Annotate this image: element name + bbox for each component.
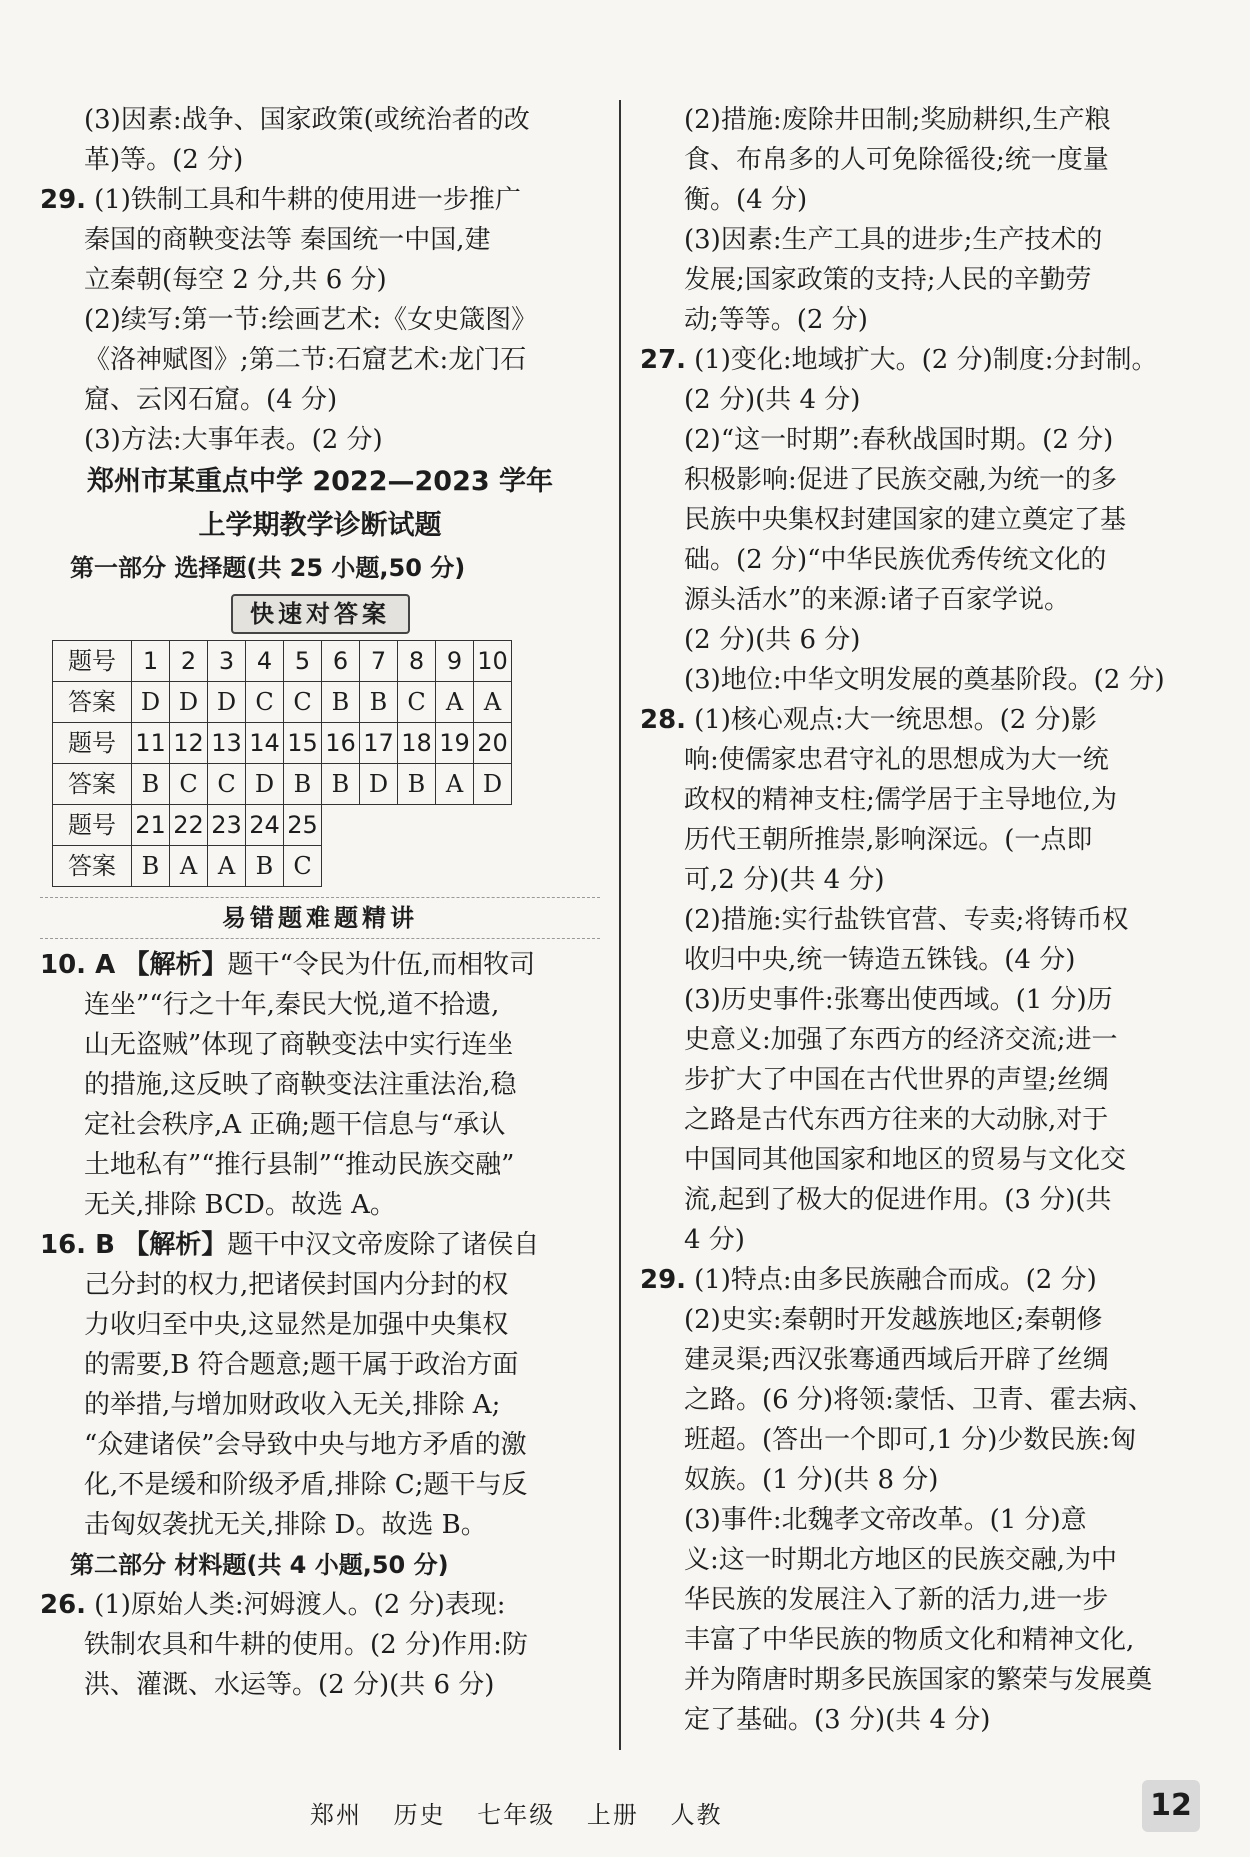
right-column bbox=[640, 100, 1205, 1740]
table-row bbox=[53, 641, 512, 682]
text-line: (2 分)(共 4 分) bbox=[684, 385, 861, 415]
table-cell: 22 bbox=[170, 805, 208, 846]
text-line: 连坐”“行之十年,秦民大悦,道不拾遗, bbox=[84, 990, 500, 1020]
text-line: (1)特点:由多民族融合而成。(2 分) bbox=[694, 1265, 1097, 1295]
table-cell: C bbox=[284, 682, 322, 723]
table-cell: 15 bbox=[284, 723, 322, 764]
table-cell: 7 bbox=[360, 641, 398, 682]
footer-city: 郑州 bbox=[310, 1801, 362, 1829]
row-header-answer: 答案 bbox=[53, 846, 132, 887]
table-cell: B bbox=[132, 764, 170, 805]
table-cell: C bbox=[170, 764, 208, 805]
question-number: 27. bbox=[640, 345, 687, 375]
table-cell: D bbox=[208, 682, 246, 723]
text-line: (2)史实:秦朝时开发越族地区;秦朝修 bbox=[684, 1305, 1103, 1335]
text-line: 响:使儒家忠君守礼的思想成为大一统 bbox=[684, 745, 1109, 775]
table-empty-cell bbox=[322, 805, 512, 846]
text-line: 动;等等。(2 分) bbox=[684, 305, 868, 335]
text-line: 史意义:加强了东西方的经济交流;进一 bbox=[684, 1025, 1118, 1055]
table-cell: 9 bbox=[436, 641, 474, 682]
text-line: 击匈奴袭扰无关,排除 D。故选 B。 bbox=[84, 1510, 487, 1540]
difficult-questions-banner: 易错题难题精讲 bbox=[40, 897, 600, 939]
text-line: 己分封的权力,把诸侯封国内分封的权 bbox=[84, 1270, 509, 1300]
text-line: 中国同其他国家和地区的贸易与文化交 bbox=[684, 1145, 1127, 1175]
table-cell: C bbox=[208, 764, 246, 805]
answer-10-explanation bbox=[40, 945, 600, 985]
text-line: 础。(2 分)“中华民族优秀传统文化的 bbox=[684, 545, 1107, 575]
table-row bbox=[53, 682, 512, 723]
table-cell: 23 bbox=[208, 805, 246, 846]
table-cell: A bbox=[170, 846, 208, 887]
footer-edition: 人教 bbox=[670, 1801, 723, 1829]
table-cell: 4 bbox=[246, 641, 284, 682]
text-line: 之路是古代东西方往来的大动脉,对于 bbox=[684, 1105, 1109, 1135]
table-cell: D bbox=[474, 764, 512, 805]
text-line: 政权的精神支柱;儒学居于主导地位,为 bbox=[684, 785, 1118, 815]
text-line: “众建诸侯”会导致中央与地方矛盾的激 bbox=[84, 1430, 527, 1460]
table-cell: A bbox=[436, 764, 474, 805]
table-cell: A bbox=[474, 682, 512, 723]
text-line: (3)因素:生产工具的进步;生产技术的 bbox=[684, 225, 1103, 255]
text-line: 题干“令民为什伍,而相牧司 bbox=[227, 950, 536, 980]
question-number: 26. bbox=[40, 1590, 87, 1620]
column-divider bbox=[619, 100, 621, 1750]
table-cell: D bbox=[246, 764, 284, 805]
text-line: 流,起到了极大的促进作用。(3 分)(共 bbox=[684, 1185, 1112, 1215]
text-line: 化,不是缓和阶级矛盾,排除 C;题干与反 bbox=[84, 1470, 528, 1500]
table-cell: 18 bbox=[398, 723, 436, 764]
text-line: (2)措施:实行盐铁官营、专卖;将铸币权 bbox=[684, 905, 1129, 935]
text-line: 立秦朝(每空 2 分,共 6 分) bbox=[84, 265, 387, 295]
table-cell: 8 bbox=[398, 641, 436, 682]
text-line: 收归中央,统一铸造五铢钱。(4 分) bbox=[684, 945, 1076, 975]
text-line: (2)措施:废除井田制;奖励耕织,生产粮 bbox=[684, 105, 1111, 135]
table-row bbox=[53, 805, 512, 846]
left-column bbox=[40, 100, 600, 1705]
text-line: 班超。(答出一个即可,1 分)少数民族:匈 bbox=[684, 1425, 1137, 1455]
table-cell: 6 bbox=[322, 641, 360, 682]
text-line: 的需要,B 符合题意;题干属于政治方面 bbox=[84, 1350, 519, 1380]
text-line: 革)等。(2 分) bbox=[84, 145, 244, 175]
text-line: (2)“这一时期”:春秋战国时期。(2 分) bbox=[684, 425, 1114, 455]
text-line: 铁制农具和牛耕的使用。(2 分)作用:防 bbox=[84, 1630, 528, 1660]
table-cell: 17 bbox=[360, 723, 398, 764]
table-cell: D bbox=[170, 682, 208, 723]
text-line: (1)原始人类:河姆渡人。(2 分)表现: bbox=[94, 1590, 506, 1620]
text-line: 窟、云冈石窟。(4 分) bbox=[84, 385, 338, 415]
table-cell: A bbox=[436, 682, 474, 723]
text-line: 华民族的发展注入了新的活力,进一步 bbox=[684, 1585, 1109, 1615]
page-number: 12 bbox=[1142, 1780, 1200, 1832]
text-line: (3)事件:北魏孝文帝改革。(1 分)意 bbox=[684, 1505, 1087, 1535]
question-29-answer bbox=[40, 180, 600, 220]
row-header-number: 题号 bbox=[53, 805, 132, 846]
text-line: 历代王朝所推崇,影响深远。(一点即 bbox=[684, 825, 1093, 855]
text-line: 丰富了中华民族的物质文化和精神文化, bbox=[684, 1625, 1135, 1655]
text-line: 之路。(6 分)将领:蒙恬、卫青、霍去病、 bbox=[684, 1385, 1154, 1415]
part-one-heading: 第一部分 选择题(共 25 小题,50 分) bbox=[70, 554, 466, 582]
table-cell: B bbox=[132, 846, 170, 887]
question-28-answer bbox=[640, 700, 1205, 740]
text-line: 的举措,与增加财政收入无关,排除 A; bbox=[84, 1390, 501, 1420]
table-cell: C bbox=[246, 682, 284, 723]
table-row bbox=[53, 846, 512, 887]
text-line: 秦国的商鞅变法等 秦国统一中国,建 bbox=[84, 225, 491, 255]
exam-subtitle: 上学期教学诊断试题 bbox=[198, 510, 442, 541]
table-cell: 12 bbox=[170, 723, 208, 764]
question-number: 29. bbox=[40, 185, 87, 215]
text-line: 建灵渠;西汉张骞通西域后开辟了丝绸 bbox=[684, 1345, 1109, 1375]
table-cell: 16 bbox=[322, 723, 360, 764]
text-line: 积极影响:促进了民族交融,为统一的多 bbox=[684, 465, 1118, 495]
text-line: (1)铁制工具和牛耕的使用进一步推广 bbox=[94, 185, 521, 215]
quick-answer-banner: 快速对答案 bbox=[231, 594, 410, 634]
text-line: 题干中汉文帝废除了诸侯自 bbox=[227, 1230, 540, 1260]
table-cell: A bbox=[208, 846, 246, 887]
table-cell: B bbox=[360, 682, 398, 723]
table-cell: 21 bbox=[132, 805, 170, 846]
text-line: 的措施,这反映了商鞅变法注重法治,稳 bbox=[84, 1070, 517, 1100]
analysis-tag: 【解析】 bbox=[123, 950, 228, 980]
footer-grade: 七年级 bbox=[477, 1801, 556, 1829]
footer-subject: 历史 bbox=[393, 1801, 446, 1829]
question-27-answer bbox=[640, 340, 1205, 380]
text-line: (2)续写:第一节:绘画艺术:《女史箴图》 bbox=[84, 305, 538, 335]
table-cell: 14 bbox=[246, 723, 284, 764]
text-line: (2 分)(共 6 分) bbox=[684, 625, 861, 655]
text-line: 步扩大了中国在古代世界的声望;丝绸 bbox=[684, 1065, 1109, 1095]
table-cell: 10 bbox=[474, 641, 512, 682]
table-cell: B bbox=[322, 764, 360, 805]
text-line: (3)方法:大事年表。(2 分) bbox=[84, 425, 383, 455]
table-cell: 19 bbox=[436, 723, 474, 764]
table-cell: 24 bbox=[246, 805, 284, 846]
table-cell: 2 bbox=[170, 641, 208, 682]
part-two-heading: 第二部分 材料题(共 4 小题,50 分) bbox=[70, 1551, 449, 1579]
footer-volume: 上册 bbox=[586, 1801, 639, 1829]
exam-title: 郑州市某重点中学 2022—2023 学年 bbox=[86, 466, 554, 497]
table-cell: 25 bbox=[284, 805, 322, 846]
row-header-number: 题号 bbox=[53, 641, 132, 682]
text-line: 食、布帛多的人可免除徭役;统一度量 bbox=[684, 145, 1109, 175]
text-line: 土地私有”“推行县制”“推动民族交融” bbox=[84, 1150, 515, 1180]
row-header-number: 题号 bbox=[53, 723, 132, 764]
table-cell: 20 bbox=[474, 723, 512, 764]
text-line: (3)因素:战争、国家政策(或统治者的改 bbox=[84, 105, 530, 135]
table-empty-cell bbox=[322, 846, 512, 887]
text-line: 山无盗贼”体现了商鞅变法中实行连坐 bbox=[84, 1030, 514, 1060]
text-line: 并为隋唐时期多民族国家的繁荣与发展奠 bbox=[684, 1665, 1153, 1695]
answer-number: 10. A bbox=[40, 950, 116, 980]
table-cell: D bbox=[360, 764, 398, 805]
table-row bbox=[53, 723, 512, 764]
text-line: 《洛神赋图》;第二节:石窟艺术:龙门石 bbox=[84, 345, 527, 375]
text-line: 4 分) bbox=[684, 1225, 745, 1255]
text-line: 定了基础。(3 分)(共 4 分) bbox=[684, 1705, 991, 1735]
text-line: 无关,排除 BCD。故选 A。 bbox=[84, 1190, 396, 1220]
table-cell: B bbox=[284, 764, 322, 805]
answer-16-explanation bbox=[40, 1225, 600, 1265]
text-line: (3)历史事件:张骞出使西域。(1 分)历 bbox=[684, 985, 1113, 1015]
text-line: 力收归至中央,这显然是加强中央集权 bbox=[84, 1310, 509, 1340]
text-line: 义:这一时期北方地区的民族交融,为中 bbox=[684, 1545, 1118, 1575]
text-line: (1)核心观点:大一统思想。(2 分)影 bbox=[694, 705, 1097, 735]
text-line: (1)变化:地域扩大。(2 分)制度:分封制。 bbox=[694, 345, 1158, 375]
answer-number: 16. B bbox=[40, 1230, 115, 1260]
table-cell: 11 bbox=[132, 723, 170, 764]
table-cell: 13 bbox=[208, 723, 246, 764]
row-header-answer: 答案 bbox=[53, 682, 132, 723]
text-line: (3)地位:中华文明发展的奠基阶段。(2 分) bbox=[684, 665, 1165, 695]
text-line: 洪、灌溉、水运等。(2 分)(共 6 分) bbox=[84, 1670, 495, 1700]
text-line: 定社会秩序,A 正确;题干信息与“承认 bbox=[84, 1110, 506, 1140]
table-cell: C bbox=[284, 846, 322, 887]
table-cell: B bbox=[246, 846, 284, 887]
text-line: 可,2 分)(共 4 分) bbox=[684, 865, 885, 895]
question-number: 28. bbox=[640, 705, 687, 735]
table-cell: 1 bbox=[132, 641, 170, 682]
text-line: 奴族。(1 分)(共 8 分) bbox=[684, 1465, 939, 1495]
question-29-answer bbox=[640, 1260, 1205, 1300]
text-line: 民族中央集权封建国家的建立奠定了基 bbox=[684, 505, 1127, 535]
page-footer bbox=[310, 1795, 745, 1830]
table-cell: B bbox=[322, 682, 360, 723]
text-line: 源头活水”的来源:诸子百家学说。 bbox=[684, 585, 1071, 615]
question-26-answer bbox=[40, 1585, 600, 1625]
text-line: 衡。(4 分) bbox=[684, 185, 808, 215]
table-cell: C bbox=[398, 682, 436, 723]
table-row bbox=[53, 764, 512, 805]
row-header-answer: 答案 bbox=[53, 764, 132, 805]
table-cell: 3 bbox=[208, 641, 246, 682]
table-cell: B bbox=[398, 764, 436, 805]
table-cell: 5 bbox=[284, 641, 322, 682]
text-line: 发展;国家政策的支持;人民的辛勤劳 bbox=[684, 265, 1092, 295]
answer-table bbox=[52, 640, 512, 887]
table-cell: D bbox=[132, 682, 170, 723]
analysis-tag: 【解析】 bbox=[123, 1230, 228, 1260]
question-number: 29. bbox=[640, 1265, 687, 1295]
